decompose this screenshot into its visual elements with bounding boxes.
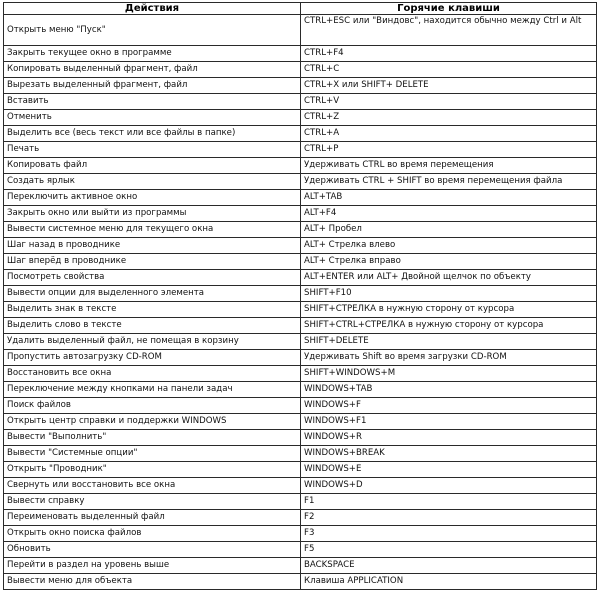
hotkey-cell: ALT+ Стрелка вправо (301, 254, 597, 270)
table-row (4, 430, 597, 446)
hotkey-cell: WINDOWS+F1 (301, 414, 597, 430)
hotkey-cell: BACKSPACE (301, 558, 597, 574)
table-row (4, 62, 597, 78)
action-cell: Переименовать выделенный файл (4, 510, 301, 526)
table-row (4, 158, 597, 174)
hotkey-cell: ALT+ Пробел (301, 222, 597, 238)
table-row (4, 350, 597, 366)
action-cell: Посмотреть свойства (4, 270, 301, 286)
hotkey-cell: SHIFT+CTRL+СТРЕЛКА в нужную сторону от курсора (301, 318, 597, 334)
action-cell: Обновить (4, 542, 301, 558)
table-row (4, 238, 597, 254)
table-row (4, 222, 597, 238)
hotkey-cell: WINDOWS+E (301, 462, 597, 478)
hotkey-cell: Клавиша APPLICATION (301, 574, 597, 590)
header-actions: Действия (4, 3, 301, 15)
action-cell: Вывести меню для объекта (4, 574, 301, 590)
hotkey-cell: CTRL+C (301, 62, 597, 78)
hotkey-cell: SHIFT+F10 (301, 286, 597, 302)
hotkey-cell: CTRL+X или SHIFT+ DELETE (301, 78, 597, 94)
table-row (4, 414, 597, 430)
table-row (4, 142, 597, 158)
action-cell: Отменить (4, 110, 301, 126)
hotkey-cell: SHIFT+WINDOWS+M (301, 366, 597, 382)
action-cell: Вывести "Выполнить" (4, 430, 301, 446)
table-row (4, 110, 597, 126)
hotkeys-table (3, 2, 597, 590)
table-row (4, 510, 597, 526)
table-row (4, 382, 597, 398)
action-cell: Удалить выделенный файл, не помещая в корзину (4, 334, 301, 350)
table-row (4, 318, 597, 334)
table-row (4, 334, 597, 350)
table-row (4, 46, 597, 62)
action-cell: Вырезать выделенный фрагмент, файл (4, 78, 301, 94)
table-row (4, 126, 597, 142)
table-row (4, 462, 597, 478)
hotkey-cell: WINDOWS+D (301, 478, 597, 494)
action-cell: Свернуть или восстановить все окна (4, 478, 301, 494)
hotkey-cell: Удерживать CTRL во время перемещения (301, 158, 597, 174)
table-row (4, 15, 597, 46)
action-cell: Создать ярлык (4, 174, 301, 190)
hotkey-cell: ALT+F4 (301, 206, 597, 222)
hotkey-cell: CTRL+F4 (301, 46, 597, 62)
hotkey-cell: F5 (301, 542, 597, 558)
action-cell: Вывести опции для выделенного элемента (4, 286, 301, 302)
action-cell: Закрыть окно или выйти из программы (4, 206, 301, 222)
hotkey-cell: F1 (301, 494, 597, 510)
action-cell: Пропустить автозагрузку CD-ROM (4, 350, 301, 366)
action-cell: Копировать файл (4, 158, 301, 174)
action-cell: Печать (4, 142, 301, 158)
hotkey-cell: CTRL+ESC или "Виндовс", находится обычно между Ctrl и Alt (301, 15, 597, 46)
action-cell: Вывести системное меню для текущего окна (4, 222, 301, 238)
action-cell: Вывести "Системные опции" (4, 446, 301, 462)
action-cell: Открыть меню "Пуск" (4, 15, 301, 46)
table-row (4, 398, 597, 414)
action-cell: Восстановить все окна (4, 366, 301, 382)
action-cell: Вывести справку (4, 494, 301, 510)
table-row (4, 94, 597, 110)
action-cell: Копировать выделенный фрагмент, файл (4, 62, 301, 78)
hotkey-cell: SHIFT+СТРЕЛКА в нужную сторону от курсора (301, 302, 597, 318)
hotkey-cell: ALT+ Стрелка влево (301, 238, 597, 254)
table-header-row (4, 3, 597, 15)
hotkey-cell: Удерживать CTRL + SHIFT во время перемещения файла (301, 174, 597, 190)
table-row (4, 542, 597, 558)
table-row (4, 574, 597, 590)
table-body (4, 15, 597, 590)
table-row (4, 526, 597, 542)
table-row (4, 270, 597, 286)
table-row (4, 78, 597, 94)
hotkey-cell: F3 (301, 526, 597, 542)
hotkey-cell: WINDOWS+F (301, 398, 597, 414)
hotkey-cell: F2 (301, 510, 597, 526)
action-cell: Шаг назад в проводнике (4, 238, 301, 254)
hotkey-cell: CTRL+Z (301, 110, 597, 126)
table-row (4, 174, 597, 190)
table-row (4, 190, 597, 206)
hotkey-cell: WINDOWS+R (301, 430, 597, 446)
action-cell: Закрыть текущее окно в программе (4, 46, 301, 62)
hotkey-cell: CTRL+V (301, 94, 597, 110)
action-cell: Выделить все (весь текст или все файлы в папке) (4, 126, 301, 142)
action-cell: Шаг вперёд в проводнике (4, 254, 301, 270)
hotkey-cell: CTRL+A (301, 126, 597, 142)
action-cell: Поиск файлов (4, 398, 301, 414)
hotkey-cell: ALT+TAB (301, 190, 597, 206)
table-row (4, 494, 597, 510)
hotkey-cell: CTRL+P (301, 142, 597, 158)
table-row (4, 254, 597, 270)
header-hotkeys: Горячие клавиши (301, 3, 597, 15)
action-cell: Переключить активное окно (4, 190, 301, 206)
action-cell: Открыть "Проводник" (4, 462, 301, 478)
hotkey-cell: SHIFT+DELETE (301, 334, 597, 350)
hotkey-cell: ALT+ENTER или ALT+ Двойной щелчок по объекту (301, 270, 597, 286)
hotkey-cell: WINDOWS+TAB (301, 382, 597, 398)
action-cell: Перейти в раздел на уровень выше (4, 558, 301, 574)
table-row (4, 446, 597, 462)
action-cell: Выделить слово в тексте (4, 318, 301, 334)
action-cell: Вставить (4, 94, 301, 110)
table-row (4, 366, 597, 382)
action-cell: Открыть окно поиска файлов (4, 526, 301, 542)
hotkey-cell: WINDOWS+BREAK (301, 446, 597, 462)
table-row (4, 478, 597, 494)
action-cell: Открыть центр справки и поддержки WINDOWS (4, 414, 301, 430)
table-row (4, 206, 597, 222)
action-cell: Выделить знак в тексте (4, 302, 301, 318)
action-cell: Переключение между кнопками на панели задач (4, 382, 301, 398)
table-row (4, 302, 597, 318)
hotkey-cell: Удерживать Shift во время загрузки CD-ROM (301, 350, 597, 366)
table-row (4, 286, 597, 302)
